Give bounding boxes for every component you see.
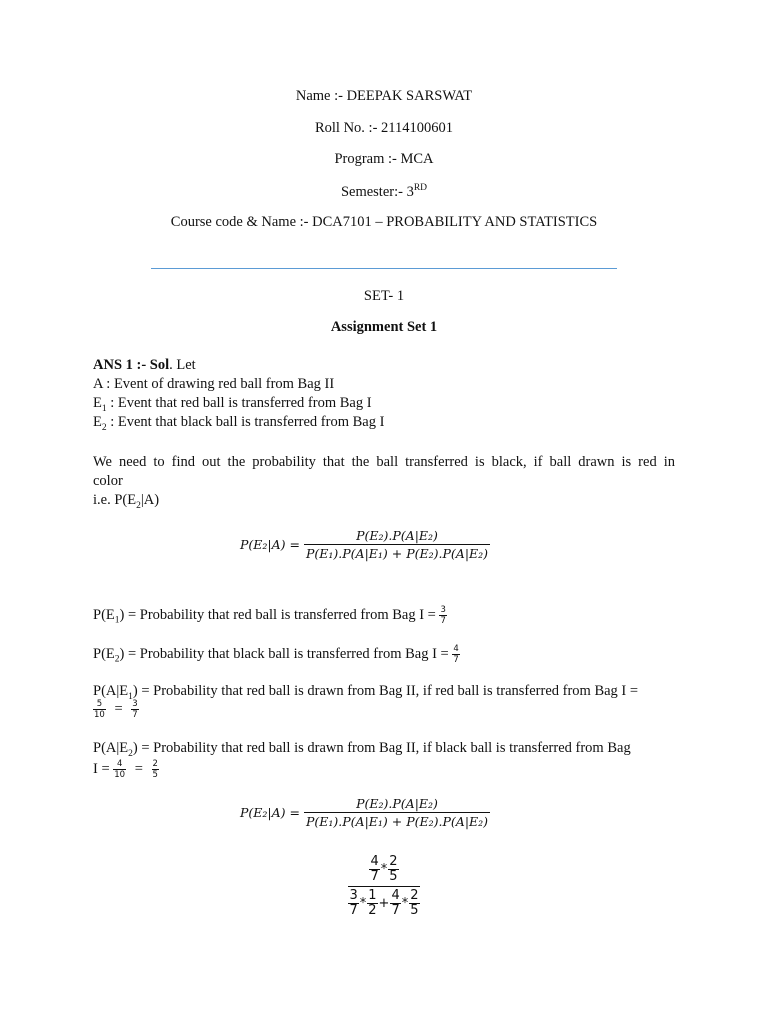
formula-lhs: P(E₂|A) =: [240, 537, 300, 552]
formula-lhs: P(E₂|A) =: [240, 805, 300, 820]
p-e2-line: $P(E_2)$ = Probability that black ball is transferred from Bag I = $\frac{4}{7}$: [93, 644, 459, 665]
definition-e2: $E_2$ : Event that black ball is transferred from Bag I: [93, 414, 385, 433]
p-e1-line: $P(E_1)$ = Probability that red ball is transferred from Bag I = $\frac{3}{7}$: [93, 605, 446, 626]
formula-denominator: P(E₁).P(A|E₁) + P(E₂).P(A|E₂): [306, 814, 489, 829]
target-probability: i.e. $P(E_2|A)$: [93, 492, 160, 511]
problem-statement-line1: We need to find out the probability that the ball transferred is black, if ball drawn is red in: [93, 454, 675, 470]
p-a-e1-fraction-2: $\frac{3}{7}$: [132, 699, 138, 720]
student-name: Name :- DEEPAK SARSWAT: [295, 88, 473, 104]
p-a-e2-fraction-1: $\frac{4}{10}$: [114, 759, 126, 780]
p-a-e1-line: $P(A|E_1)$ = Probability that red ball is drawn from Bag II, if red ball is transferred from Bag I =: [93, 683, 639, 702]
p-e1-fraction: $\frac{3}{7}$: [440, 605, 446, 626]
numeric-substitution: 4 7 * 2 5 3 7 * 1 2 + $\frac{4}{7}$ * 2 5: [349, 854, 419, 918]
p-e2-fraction: $\frac{4}{7}$: [453, 644, 459, 665]
bayes-formula: [240, 528, 490, 561]
problem-statement-line2: color: [93, 473, 123, 489]
assignment-title: Assignment Set 1: [330, 319, 438, 335]
roll-number: Roll No. :- 2114100601: [314, 120, 454, 136]
set-label: SET- 1: [363, 288, 405, 304]
formula-numerator: P(E₂).P(A|E₂): [356, 796, 438, 811]
program: Program :- MCA: [334, 151, 434, 167]
formula-numerator: P(E₂).P(A|E₂): [356, 528, 438, 543]
semester: Semester:- 3RD: [340, 183, 428, 200]
bayes-formula-repeat: [240, 796, 490, 829]
p-a-e2-values: I = $\frac{4}{10}$ = $\frac{2}{5}$: [93, 759, 158, 780]
answer-heading: ANS 1 :- Sol. Let: [93, 357, 196, 373]
p-a-e2-line: $P(A|E_2)$ = Probability that red ball is drawn from Bag II, if black ball is transferred from Bag: [93, 740, 631, 759]
p-a-e2-fraction-2: $\frac{2}{5}$: [152, 759, 158, 780]
p-a-e1-values: $\frac{5}{10}$ = $\frac{3}{7}$: [94, 699, 138, 720]
course-code-name: Course code & Name :- DCA7101 – PROBABILITY AND STATISTICS: [170, 214, 598, 230]
formula-denominator: P(E₁).P(A|E₁) + P(E₂).P(A|E₂): [306, 546, 489, 561]
definition-e1: $E_1$ : Event that red ball is transferred from Bag I: [93, 395, 372, 414]
divider-line: [151, 268, 617, 269]
p-a-e1-fraction-1: $\frac{5}{10}$: [94, 699, 105, 720]
definition-a: A : Event of drawing red ball from Bag II: [93, 376, 335, 392]
